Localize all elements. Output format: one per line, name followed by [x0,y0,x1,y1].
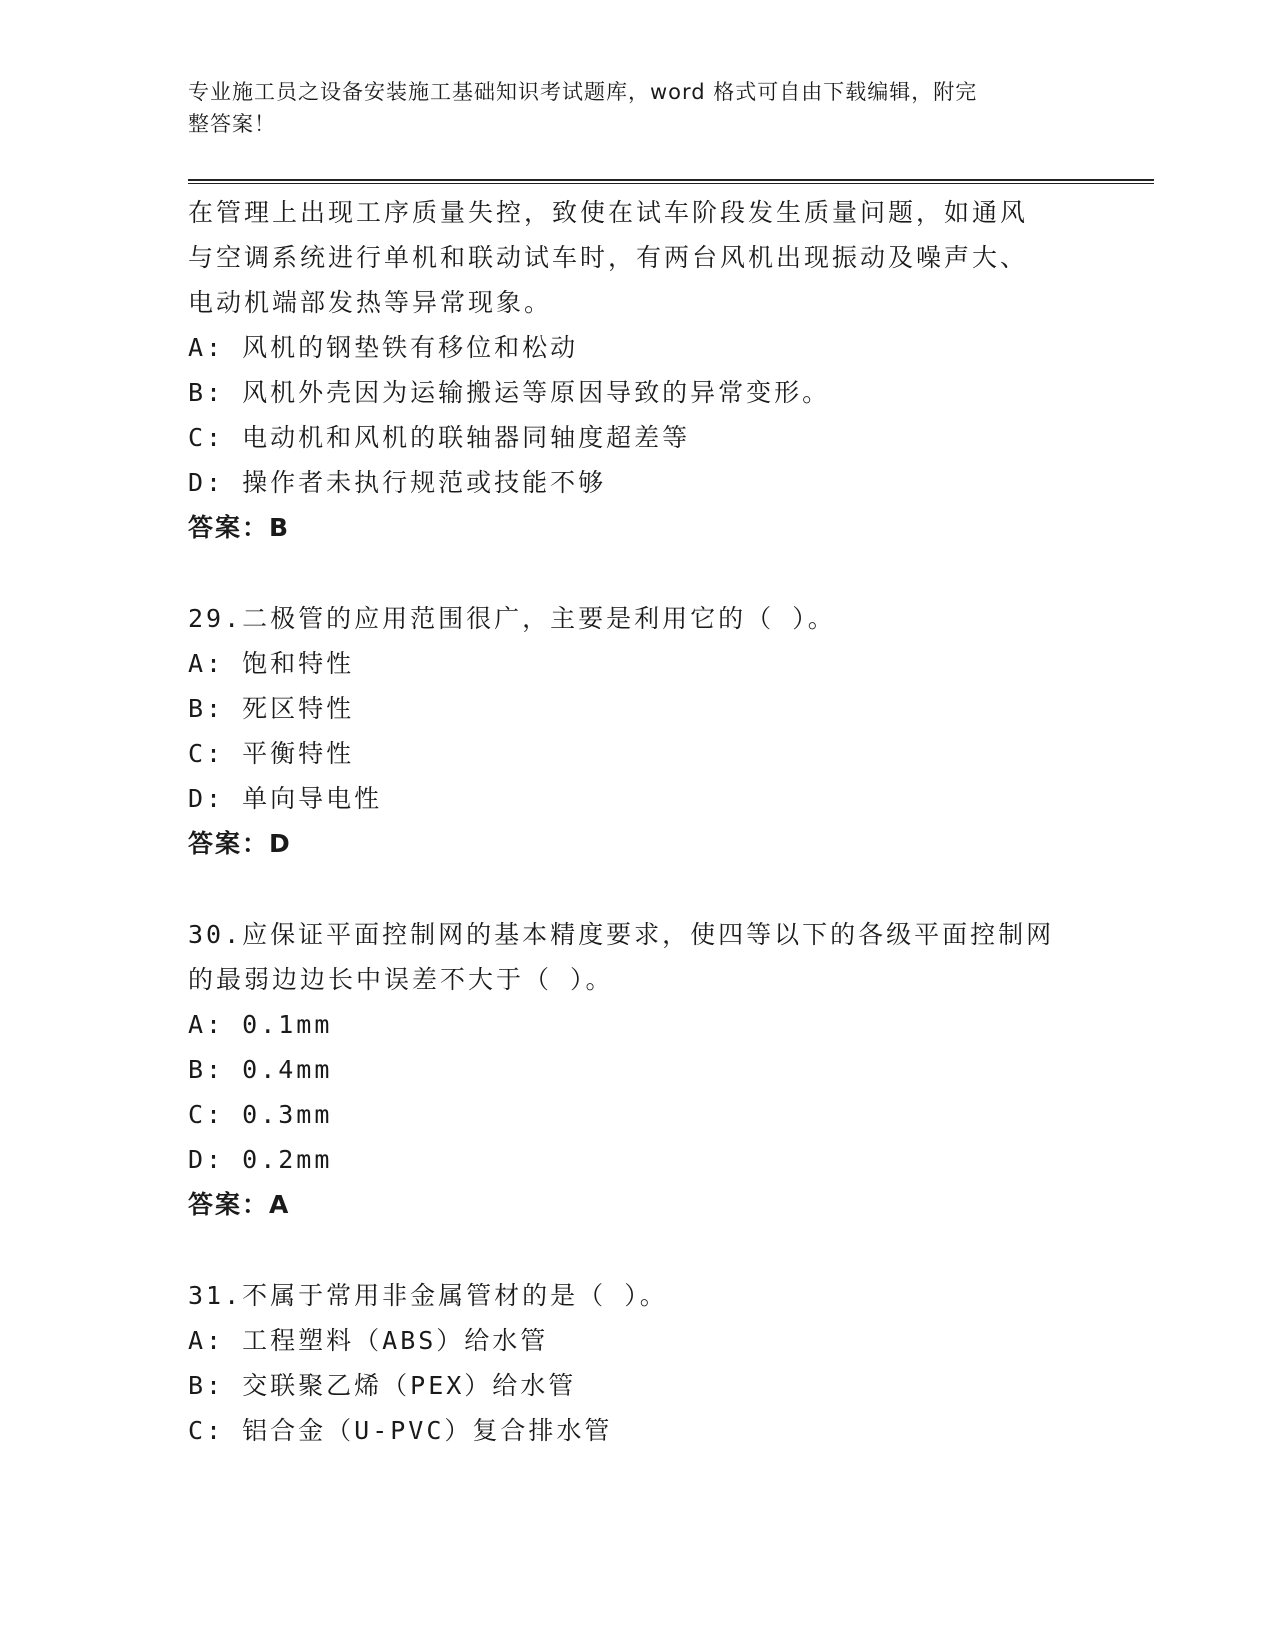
header-rule-thin [188,183,1154,184]
document-header [188,76,1068,140]
option-d: D: 操作者未执行规范或技能不够 [188,468,607,497]
header-line-1: 专业施工员之设备安装施工基础知识考试题库，word 格式可自由下载编辑，附完 [188,80,978,104]
question-list [188,190,1088,1453]
question-stem-line: 29.二极管的应用范围很广，主要是利用它的（ ）。 [188,604,836,633]
question-29 [188,596,1088,867]
question-stem-line: 的最弱边边长中误差不大于（ ）。 [188,965,614,994]
answer-line: 答案：B [188,513,291,542]
option-b: B: 交联聚乙烯（PEX）给水管 [188,1371,577,1400]
question-stem-line: 在管理上出现工序质量失控，致使在试车阶段发生质量问题，如通风 [188,198,1029,227]
header-line-2: 整答案！ [188,112,276,136]
question-stem-line: 与空调系统进行单机和联动试车时，有两台风机出现振动及噪声大、 [188,243,1029,272]
option-c: C: 平衡特性 [188,739,355,768]
option-d: D: 单向导电性 [188,784,383,813]
question-stem-line: 30.应保证平面控制网的基本精度要求，使四等以下的各级平面控制网 [188,920,1055,949]
option-b: B: 0.4mm [188,1055,333,1084]
answer-line: 答案：D [188,829,292,858]
answer-line: 答案：A [188,1190,291,1219]
option-c: C: 0.3mm [188,1100,333,1129]
question-30 [188,912,1088,1228]
option-a: A: 0.1mm [188,1010,333,1039]
option-a: A: 饱和特性 [188,649,355,678]
option-b: B: 风机外壳因为运输搬运等原因导致的异常变形。 [188,378,831,407]
question-28 [188,190,1088,551]
option-a: A: 风机的钢垫铁有移位和松动 [188,333,579,362]
option-c: C: 电动机和风机的联轴器同轴度超差等 [188,423,691,452]
option-c: C: 铝合金（U-PVC）复合排水管 [188,1416,613,1445]
option-d: D: 0.2mm [188,1145,333,1174]
header-rule-thick [188,179,1154,181]
question-stem-line: 电动机端部发热等异常现象。 [188,288,553,317]
question-stem-line: 31.不属于常用非金属管材的是（ ）。 [188,1281,668,1310]
question-31 [188,1273,1088,1453]
option-b: B: 死区特性 [188,694,355,723]
option-a: A: 工程塑料（ABS）给水管 [188,1326,549,1355]
